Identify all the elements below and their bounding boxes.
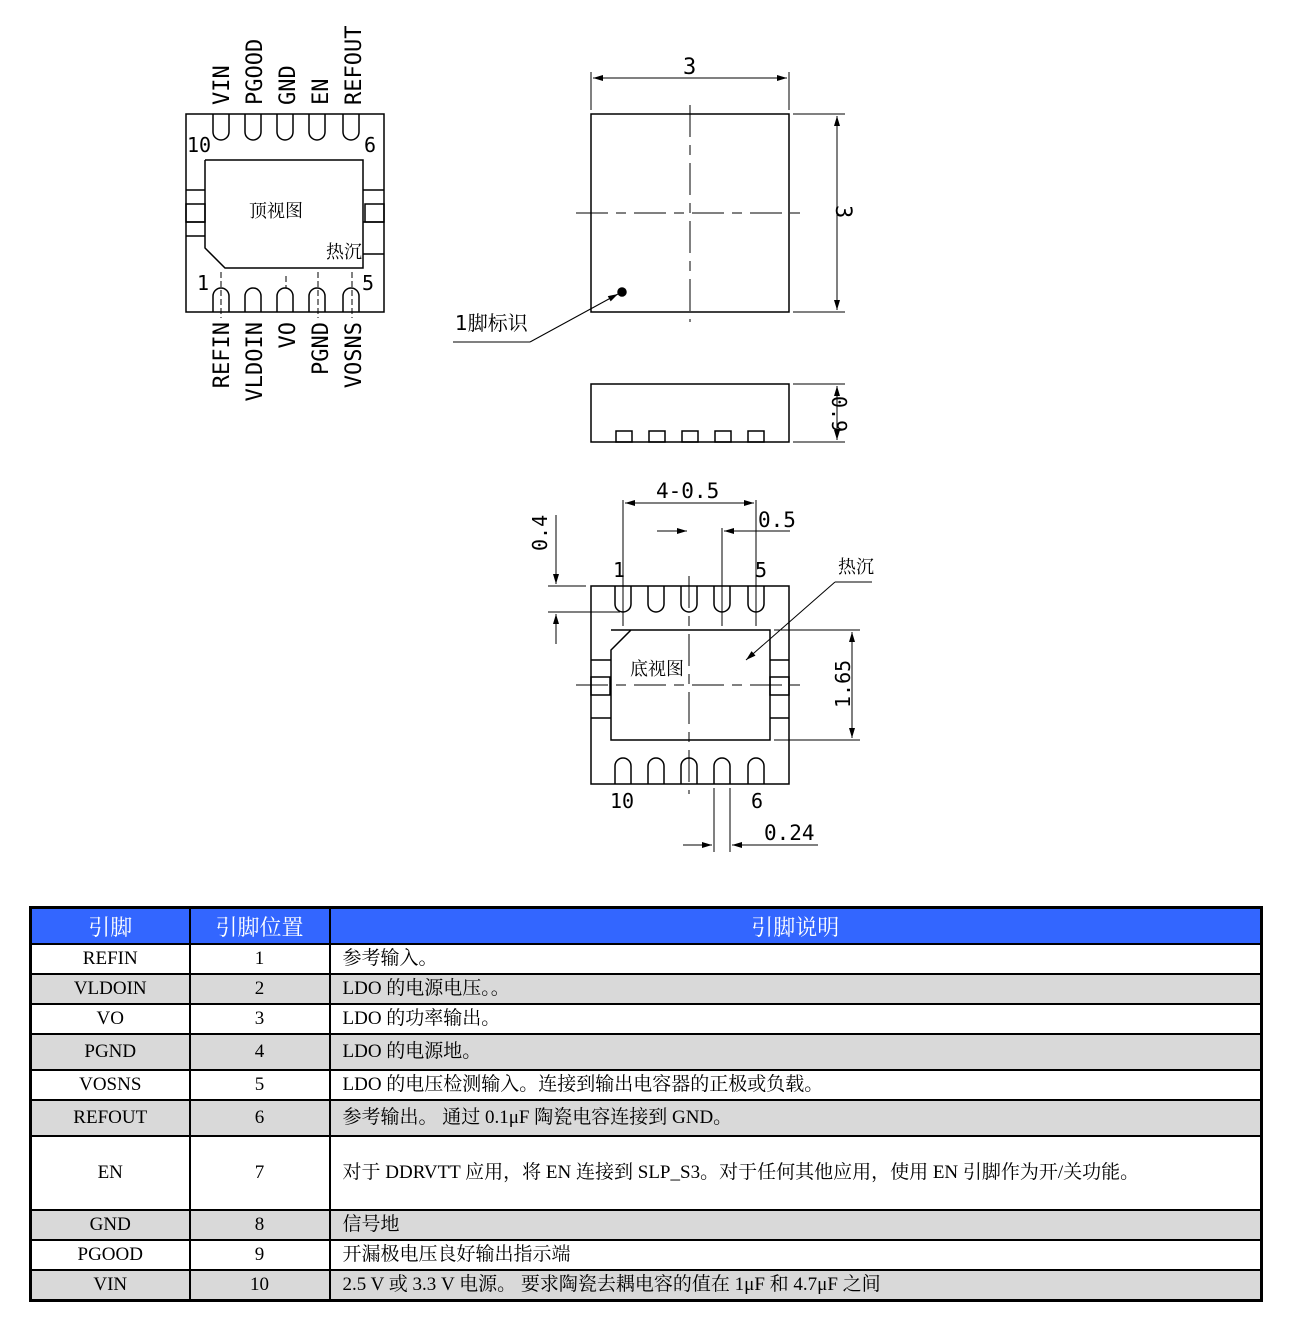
table-row: [31, 944, 1262, 974]
bv-pin-number-5: 5: [755, 558, 768, 582]
pin-position: 10: [190, 1270, 330, 1301]
table-row: [31, 1100, 1262, 1136]
pin-label-vosns: VOSNS: [342, 322, 367, 389]
pin-name: VLDOIN: [31, 974, 190, 1004]
table-row: [31, 1070, 1262, 1100]
bottom-pins-row: [213, 272, 359, 318]
heat-sink-height-dimension: 1.65: [831, 659, 855, 708]
bv-pin-number-1: 1: [613, 558, 626, 582]
top-view-heat-sink: 热沉: [326, 242, 362, 263]
pin-position: 1: [190, 944, 330, 974]
pin-description: 参考输入。: [330, 944, 1262, 974]
table-row: [31, 1240, 1262, 1270]
pad-width-dimension: 0.24: [764, 821, 815, 845]
top-view-title: 顶视图: [249, 201, 303, 222]
table-row: [31, 1004, 1262, 1034]
pin-description: 对于 DDRVTT 应用，将 EN 连接到 SLP_S3。对于任何其他应用，使用 EN 引脚作为开/关功能。: [330, 1136, 1262, 1210]
pin-description: 参考输出。 通过 0.1μF 陶瓷电容连接到 GND。: [330, 1100, 1262, 1136]
pin-number-1: 1: [197, 271, 210, 295]
pin-label-refout: REFOUT: [342, 25, 367, 105]
table-row: [31, 1136, 1262, 1210]
pin-name: VO: [31, 1004, 190, 1034]
pin-label-gnd: GND: [276, 65, 301, 105]
header-pin: 引脚: [31, 908, 190, 945]
bottom-view: [548, 500, 872, 852]
pin-label-en: EN: [309, 78, 334, 105]
width-dimension: 3: [683, 55, 697, 80]
bottom-view-heat-sink: 热沉: [838, 557, 874, 578]
pin-name: VOSNS: [31, 1070, 190, 1100]
pitch-total-dimension: 4-0.5: [656, 479, 720, 503]
pin-label-vin: VIN: [210, 65, 235, 105]
bottom-view-title: 底视图: [630, 659, 684, 680]
pin-name: REFOUT: [31, 1100, 190, 1136]
pin-label-pgnd: PGND: [309, 322, 334, 375]
pin-number-10: 10: [187, 133, 212, 157]
pitch-dimension: 0.5: [758, 508, 796, 532]
pad-length-dimension: 0.4: [528, 514, 552, 551]
table-row: [31, 974, 1262, 1004]
pin-number-6: 6: [364, 133, 377, 157]
pin-label-vldoin: VLDOIN: [243, 322, 268, 402]
header-position: 引脚位置: [190, 908, 330, 945]
pin-name: REFIN: [31, 944, 190, 974]
pin-name: PGOOD: [31, 1240, 190, 1270]
pin-description: 2.5 V 或 3.3 V 电源。 要求陶瓷去耦电容的值在 1μF 和 4.7μF 之间: [330, 1270, 1262, 1301]
pin-position: 8: [190, 1210, 330, 1240]
pin-name: PGND: [31, 1034, 190, 1070]
pin-description: 开漏极电压良好输出指示端: [330, 1240, 1262, 1270]
height-dimension: 3: [830, 205, 855, 219]
pin-position: 6: [190, 1100, 330, 1136]
outline-view: [453, 72, 845, 442]
bv-pin-number-6: 6: [751, 789, 764, 813]
pin-position: 4: [190, 1034, 330, 1070]
pin-description: 信号地: [330, 1210, 1262, 1240]
pin-position: 3: [190, 1004, 330, 1034]
pin-label-refin: REFIN: [210, 322, 235, 389]
table-row: [31, 1210, 1262, 1240]
pin-description: LDO 的电压检测输入。连接到输出电容器的正极或负载。: [330, 1070, 1262, 1100]
pin-name: EN: [31, 1136, 190, 1210]
pin-label-pgood: PGOOD: [243, 38, 268, 105]
pin-name: VIN: [31, 1270, 190, 1301]
pin-name: GND: [31, 1210, 190, 1240]
pin1-marker-label: 1脚标识: [455, 311, 528, 335]
pin-position: 5: [190, 1070, 330, 1100]
pin-position: 9: [190, 1240, 330, 1270]
pin-description: LDO 的电源电压。。: [330, 974, 1262, 1004]
top-pins-row: [213, 114, 359, 140]
thickness-dimension: 0.9: [827, 396, 851, 433]
pin-position: 7: [190, 1136, 330, 1210]
bv-pin-number-10: 10: [610, 789, 635, 813]
pin-description-table: [29, 906, 1263, 1302]
table-row: [31, 1270, 1262, 1301]
pin-description: LDO 的功率输出。: [330, 1004, 1262, 1034]
pin-position: 2: [190, 974, 330, 1004]
header-description: 引脚说明: [330, 908, 1262, 945]
pin-label-vo: VO: [276, 322, 301, 349]
table-header-row: [31, 908, 1262, 945]
table-row: [31, 1034, 1262, 1070]
pin-number-5: 5: [362, 271, 375, 295]
pin-description: LDO 的电源地。: [330, 1034, 1262, 1070]
